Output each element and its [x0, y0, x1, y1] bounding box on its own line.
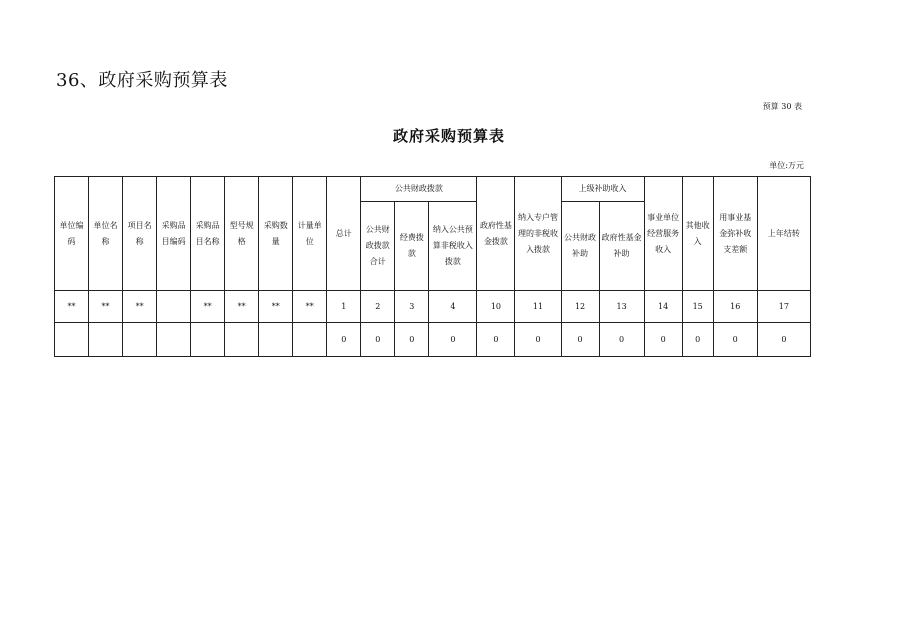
document-title: 政府采购预算表	[392, 127, 505, 145]
index-cell: 10	[477, 291, 515, 323]
form-number: 预算 30 表	[762, 102, 802, 111]
value-cell	[157, 323, 191, 357]
header-public-fund-group: 公共财政拨款	[361, 177, 477, 202]
value-cell: 0	[327, 323, 361, 357]
value-cell: 0	[395, 323, 429, 357]
value-cell: 0	[757, 323, 810, 357]
index-cell: 1	[327, 291, 361, 323]
header-item-code: 采购品目编码	[157, 177, 191, 291]
header-unit-name: 单位名称	[89, 177, 123, 291]
header-unit-code: 单位编码	[55, 177, 89, 291]
index-cell: 14	[644, 291, 682, 323]
header-row-1	[55, 177, 811, 202]
index-cell: **	[89, 291, 123, 323]
header-expense-fund: 经费拨款	[395, 202, 429, 291]
value-cell: 0	[644, 323, 682, 357]
index-cell: 16	[713, 291, 757, 323]
header-other-income: 其他收入	[682, 177, 713, 291]
page-heading: 36、政府采购预算表	[56, 70, 228, 91]
header-gov-fund-subsidy: 政府性基金补助	[599, 202, 644, 291]
unit-label: 单位:万元	[769, 161, 804, 170]
header-gov-fund: 政府性基金拨款	[477, 177, 515, 291]
header-public-fund-total: 公共财政拨款合计	[361, 202, 395, 291]
header-item-name: 采购品目名称	[191, 177, 225, 291]
value-cell: 0	[682, 323, 713, 357]
index-cell: 17	[757, 291, 810, 323]
header-public-fin-subsidy: 公共财政补助	[561, 202, 599, 291]
index-cell: **	[259, 291, 293, 323]
value-cell: 0	[515, 323, 561, 357]
header-business-fund-offset: 用事业基金弥补收支差额	[713, 177, 757, 291]
header-special-non-tax: 纳入专户管理的非税收入拨款	[515, 177, 561, 291]
header-business-income: 事业单位经营服务收入	[644, 177, 682, 291]
value-cell	[55, 323, 89, 357]
header-total: 总计	[327, 177, 361, 291]
index-cell: **	[123, 291, 157, 323]
index-cell: 3	[395, 291, 429, 323]
header-model-spec: 型号规格	[225, 177, 259, 291]
value-row	[55, 323, 811, 357]
header-superior-subsidy-group: 上级补助收入	[561, 177, 644, 202]
value-cell: 0	[599, 323, 644, 357]
value-cell: 0	[429, 323, 477, 357]
header-prior-year-carry: 上年结转	[757, 177, 810, 291]
index-cell: **	[225, 291, 259, 323]
value-cell: 0	[713, 323, 757, 357]
index-cell: 15	[682, 291, 713, 323]
value-cell: 0	[361, 323, 395, 357]
value-cell	[293, 323, 327, 357]
header-measure-unit: 计量单位	[293, 177, 327, 291]
index-cell: **	[55, 291, 89, 323]
index-cell: 13	[599, 291, 644, 323]
index-cell: **	[293, 291, 327, 323]
value-cell: 0	[561, 323, 599, 357]
header-non-tax-revenue: 纳入公共预算非税收入拨款	[429, 202, 477, 291]
index-cell: 12	[561, 291, 599, 323]
value-cell	[225, 323, 259, 357]
index-cell: 2	[361, 291, 395, 323]
budget-table	[54, 176, 811, 357]
header-quantity: 采购数量	[259, 177, 293, 291]
value-cell	[191, 323, 225, 357]
index-cell: 4	[429, 291, 477, 323]
index-cell: 11	[515, 291, 561, 323]
index-cell	[157, 291, 191, 323]
index-row	[55, 291, 811, 323]
header-project-name: 项目名称	[123, 177, 157, 291]
value-cell	[123, 323, 157, 357]
value-cell	[259, 323, 293, 357]
value-cell: 0	[477, 323, 515, 357]
index-cell: **	[191, 291, 225, 323]
value-cell	[89, 323, 123, 357]
